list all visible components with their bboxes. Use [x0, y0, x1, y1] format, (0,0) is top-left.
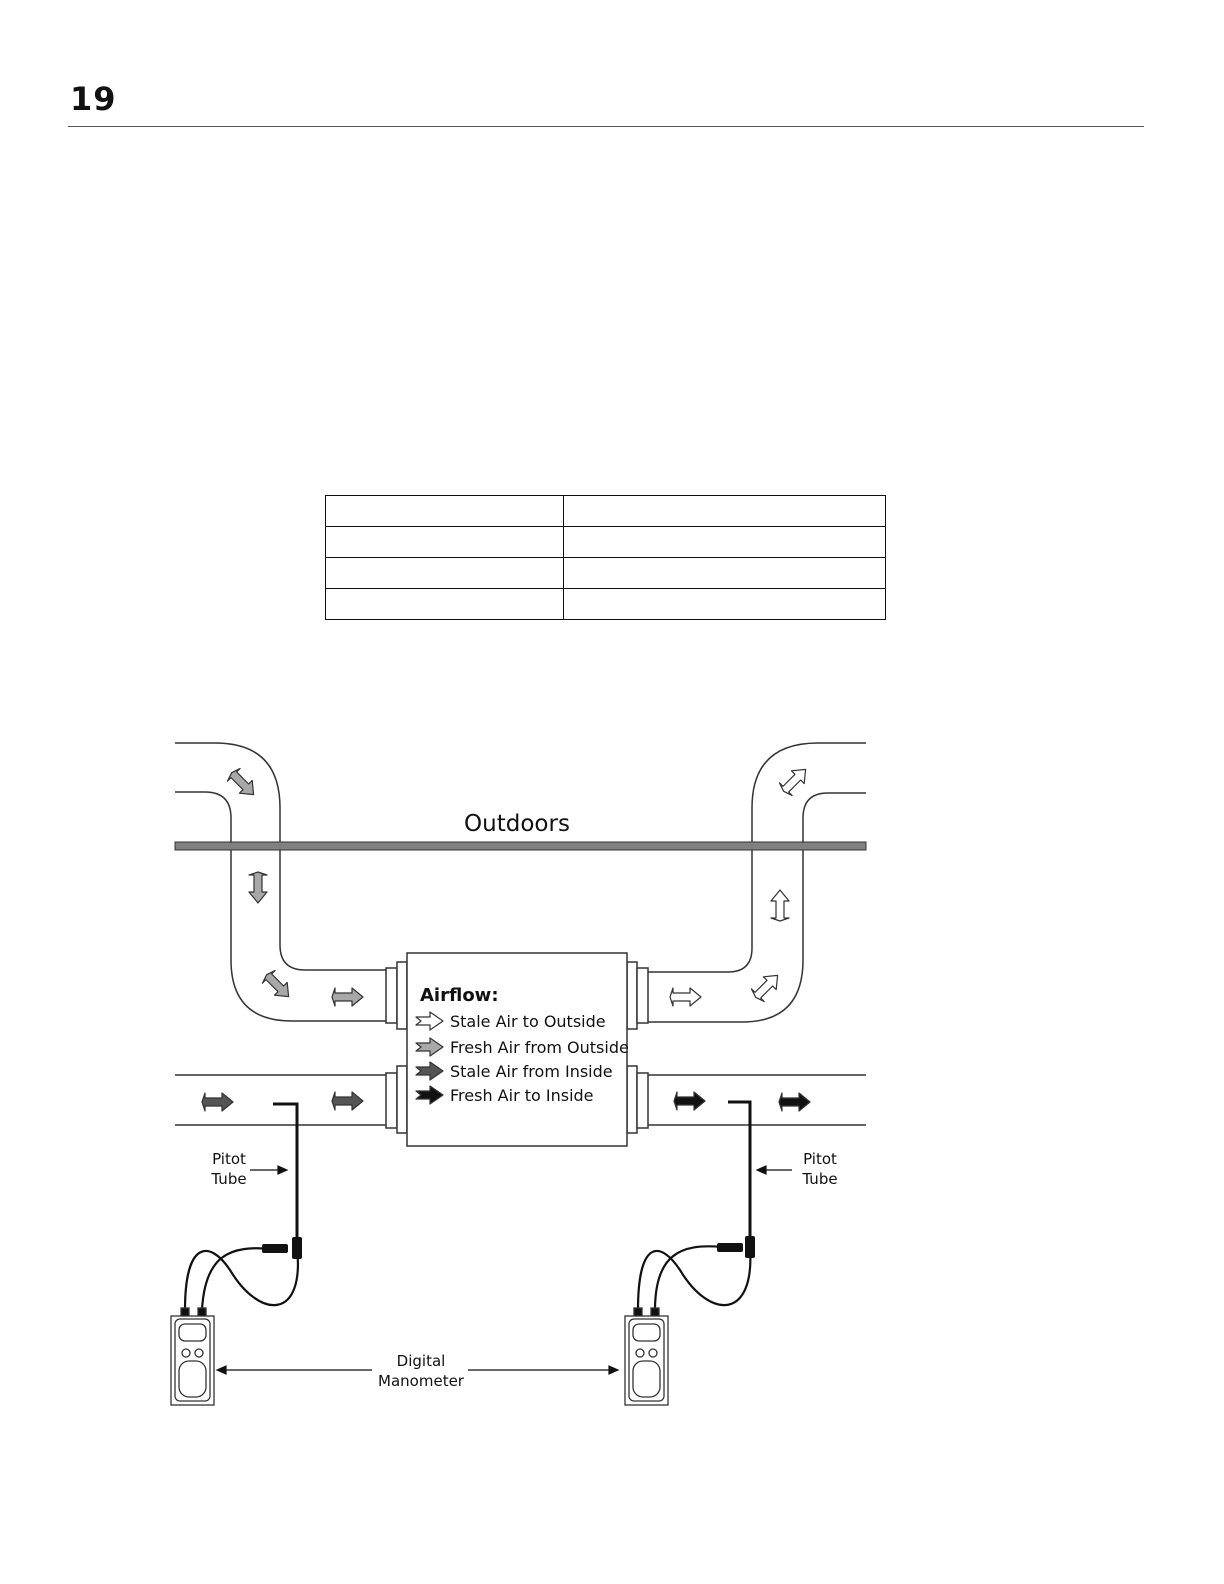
- right-pitot-tube: [728, 1102, 750, 1240]
- arrowhead-icon: [757, 1166, 766, 1174]
- stale-air-arrow-icon: [777, 763, 812, 798]
- legend-item-stale-from-inside: Stale Air from Inside: [450, 1062, 613, 1081]
- right-manometer: [625, 1308, 668, 1405]
- stale-inside-arrow-icon: [332, 1092, 363, 1110]
- collar: [627, 962, 637, 1029]
- fresh-air-arrow-icon: [260, 968, 295, 1003]
- collar: [397, 1066, 407, 1133]
- collar: [397, 962, 407, 1029]
- plus-icon: [182, 1349, 190, 1357]
- stale-air-arrow-icon: [771, 890, 789, 921]
- fresh-air-arrow-icon: [332, 988, 363, 1006]
- hose-connectors: [262, 1236, 755, 1259]
- connector: [745, 1236, 755, 1258]
- collar: [386, 1073, 397, 1128]
- right-duct-outer: [637, 743, 866, 972]
- stale-inside-arrow-icon: [202, 1093, 233, 1111]
- legend-title: Airflow:: [420, 985, 499, 1006]
- arrowhead-icon: [278, 1166, 287, 1174]
- collar: [637, 1073, 648, 1128]
- left-manometer: [171, 1308, 214, 1405]
- collar: [627, 1066, 637, 1133]
- legend-item-fresh-to-inside: Fresh Air to Inside: [450, 1086, 594, 1105]
- manometer-label-line1: Digital: [396, 1352, 446, 1370]
- annotation-arrows: [217, 1166, 792, 1374]
- pitot-tube-label-left-line1: Pitot: [212, 1150, 246, 1168]
- arrowhead-icon: [609, 1366, 618, 1374]
- legend-item-stale-to-outside: Stale Air to Outside: [450, 1012, 606, 1031]
- legend-item-fresh-from-outside: Fresh Air from Outside: [450, 1038, 629, 1057]
- page-number: 19: [70, 80, 117, 118]
- left-duct-outer: [175, 743, 386, 970]
- connector: [292, 1237, 302, 1259]
- minus-icon: [195, 1349, 203, 1357]
- collar: [386, 968, 397, 1023]
- pitot-tube-label-right-line2: Tube: [802, 1170, 838, 1188]
- fresh-air-arrow-icon: [225, 766, 260, 801]
- fresh-inside-arrow-icon: [779, 1093, 810, 1111]
- stale-air-arrow-icon: [670, 988, 701, 1006]
- hoses: [185, 1246, 750, 1310]
- pitot-tube-label-right-line1: Pitot: [803, 1150, 837, 1168]
- stale-air-arrow-icon: [749, 969, 784, 1004]
- collar: [637, 968, 648, 1023]
- connector: [262, 1244, 288, 1253]
- fresh-air-arrow-icon: [249, 872, 267, 903]
- minus-icon: [649, 1349, 657, 1357]
- pitot-tube-label-left-line2: Tube: [211, 1170, 247, 1188]
- plus-icon: [636, 1349, 644, 1357]
- arrowhead-icon: [217, 1366, 226, 1374]
- connector: [717, 1243, 743, 1252]
- fresh-inside-arrow-icon: [674, 1092, 705, 1110]
- right-hose-b: [655, 1246, 722, 1310]
- outdoors-label: Outdoors: [464, 811, 570, 837]
- outdoor-wall: [175, 842, 866, 850]
- manometer-label-line2: Manometer: [378, 1372, 464, 1390]
